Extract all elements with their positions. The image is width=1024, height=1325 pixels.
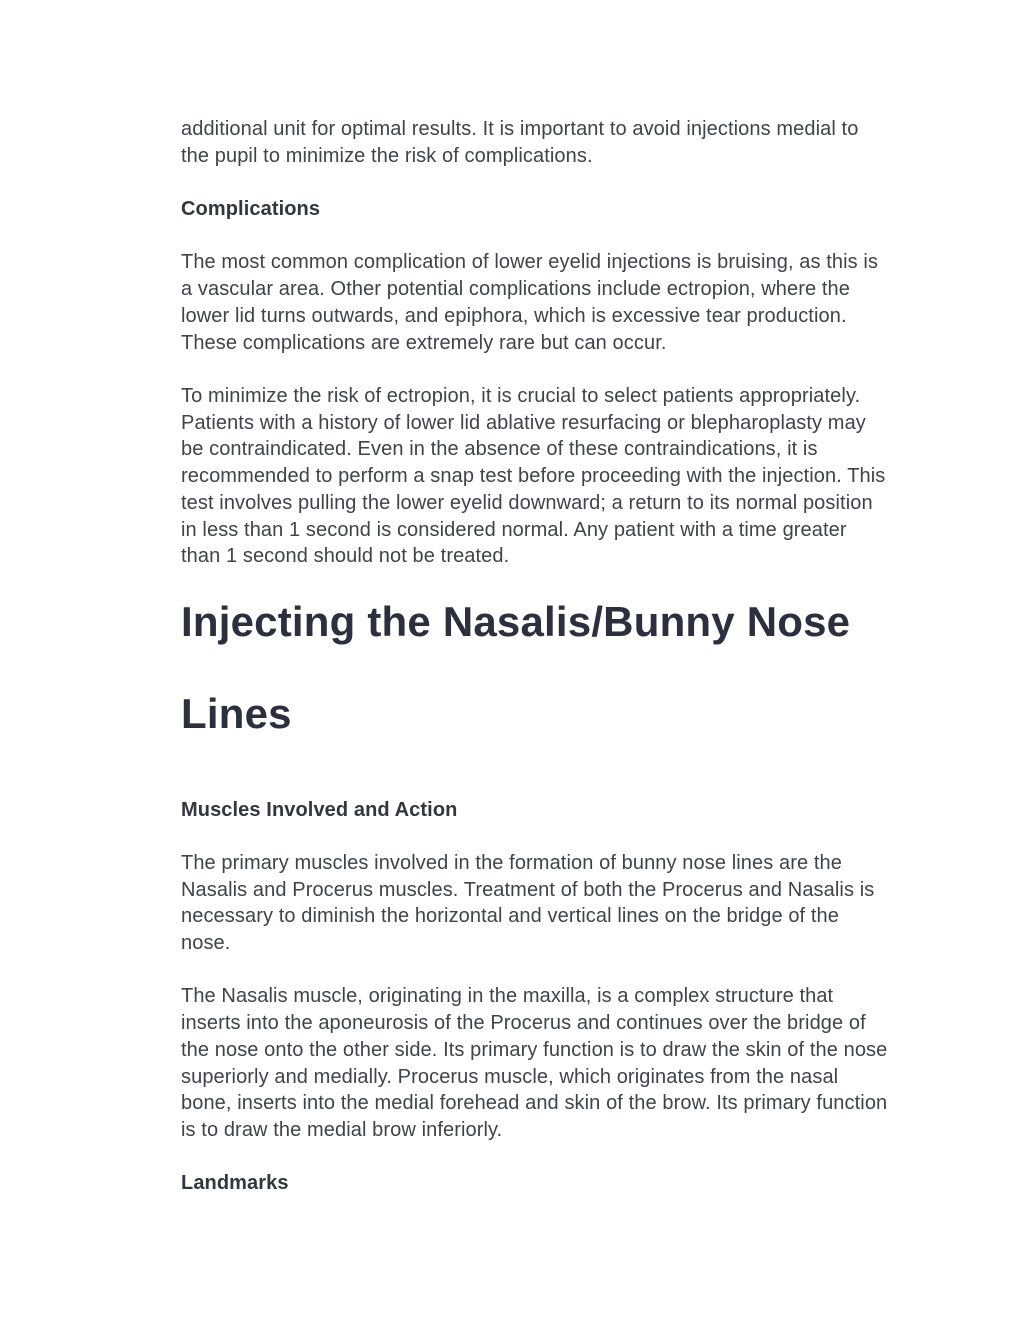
paragraph-optimal-results: additional unit for optimal results. It is important to avoid injections medial to the pupil to minimize the risk of complications. xyxy=(181,118,859,167)
paragraph-primary-muscles: The primary muscles involved in the formation of bunny nose lines are the Nasalis and Procerus muscles. Treatment of both the Procerus and Nasalis is necessary to diminish the horizontal and vertical lines on the bridge of the nose. xyxy=(181,851,875,955)
paragraph-common-complications: The most common complication of lower eyelid injections is bruising, as this is a vascular area. Other potential complications include ectropion, where the lower lid turns outwards, and epiphora, which is excessive tear production. These complications are extremely rare but can occur. xyxy=(181,251,879,354)
paragraph-ectropion-snap-test: To minimize the risk of ectropion, it is crucial to select patients appropriately. Patients with a history of lower lid ablative resurfacing or blepharoplasty may be contraindicated. Even in the absence of these contraindications, it is recommended to perform a snap test before proceeding with the injection. This test involves pulling the lower eyelid downward; a return to its normal position in less than 1 second is considered normal. Any patient with a time greater than 1 second should not be treated. xyxy=(181,384,886,568)
heading-complications: Complications xyxy=(181,198,321,221)
heading-muscles-involved-and-action: Muscles Involved and Action xyxy=(181,798,458,821)
heading-injecting-nasalis-bunny-nose-lines: Injecting the Nasalis/Bunny Nose Lines xyxy=(181,597,851,737)
document-content xyxy=(181,0,889,1224)
paragraph-nasalis-procerus-anatomy: The Nasalis muscle, originating in the maxilla, is a complex structure that inserts into the aponeurosis of the Procerus and continues over the bridge of the nose onto the other side. Its primary function is to draw the skin of the nose superiorly and medially. Procerus muscle, which originates from the nasal bone, inserts into the medial forehead and skin of the brow. Its primary function is to draw the medial brow inferiorly. xyxy=(181,985,888,1141)
heading-landmarks: Landmarks xyxy=(181,1172,289,1195)
